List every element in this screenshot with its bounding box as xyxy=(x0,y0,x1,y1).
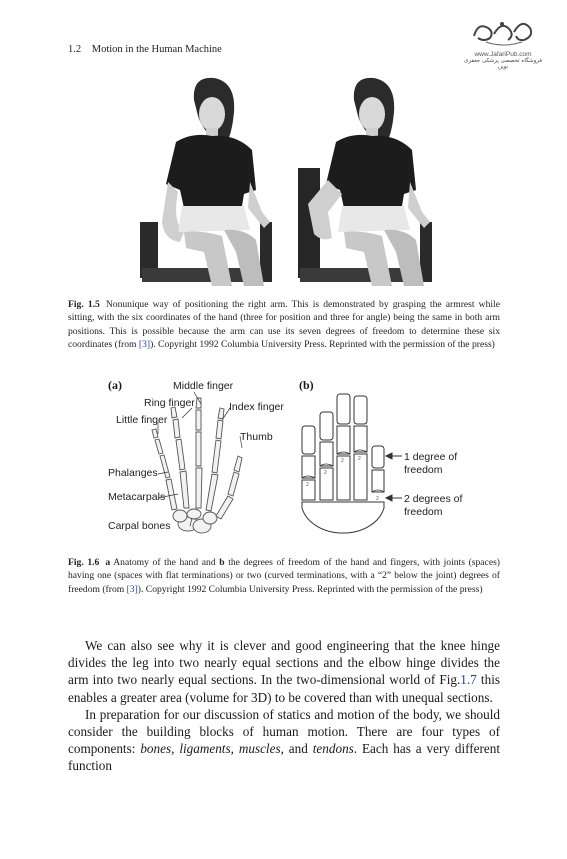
dof-joint-mark-ring: 2 xyxy=(324,470,327,476)
term-ligaments: ligaments xyxy=(179,741,231,757)
body-p2-text: In preparation for our discussion of statics and motion of the body, we should consider the building blocks of human motion. There are four types of components: xyxy=(68,706,500,757)
fig-1-5-caption-label: Fig. 1.5 xyxy=(68,299,100,310)
section-title: Motion in the Human Machine xyxy=(91,44,222,55)
body-text xyxy=(68,637,500,775)
body-p1-text: We can also see why it is clever and good engineering that the knee hinge divides the leg into two nearly equal sections and the elbow hinge divides the arm into two nearly equal sections. In the two-dimensional world of Fig. xyxy=(68,638,500,688)
label-little-finger: Little finger xyxy=(116,414,168,426)
dof-joint-mark-index: 2 xyxy=(358,456,361,462)
dof-joint-mark-little: 2 xyxy=(306,482,309,488)
body-p2-text-end: . Each has a very different function xyxy=(68,741,501,774)
hand-dof-diagram xyxy=(298,390,390,542)
body-paragraph-1 xyxy=(68,637,500,706)
term-tendons: tendons xyxy=(312,741,354,757)
fig-1-6-caption-a: a xyxy=(105,557,111,568)
running-head xyxy=(68,44,222,55)
section-number: 1.2 xyxy=(68,44,82,55)
dof-arrows xyxy=(384,448,404,508)
fig-1-5-photo-b xyxy=(292,72,442,288)
fig-1-6-caption-copyright: ). Copyright 1992 Columbia University Press. Reprinted with the permission of the press) xyxy=(137,583,483,595)
publisher-tagline: فروشگاه تخصصی پزشکی جعفری نوین xyxy=(464,58,542,70)
fig-1-5-caption xyxy=(68,298,500,351)
label-middle-finger: Middle finger xyxy=(173,380,234,392)
term-sep-1: , xyxy=(171,741,180,757)
fig-1-6-caption-text-1: Anatomy of the hand and xyxy=(110,557,220,568)
label-two-dof: 2 degrees of freedom xyxy=(404,493,463,518)
fig-1-6-caption-label: Fig. 1.6 xyxy=(68,557,100,568)
label-phalanges: Phalanges xyxy=(108,467,158,479)
fig-1-5-caption-ref[interactable]: [3] xyxy=(138,338,151,350)
label-ring-finger: Ring finger xyxy=(144,397,195,409)
label-metacarpals: Metacarpals xyxy=(108,491,166,503)
dof-joint-mark-thumb: 2 xyxy=(376,496,379,502)
label-index-finger: Index finger xyxy=(229,401,284,413)
fig-1-6-panel-a-label: (a) xyxy=(108,378,122,392)
term-bones: bones xyxy=(140,741,172,757)
label-thumb: Thumb xyxy=(240,431,273,443)
body-p1-text-end: this enables a greater area (volume for 3D) to be covered than with unequal sections. xyxy=(68,672,500,705)
term-sep-3: , and xyxy=(280,741,313,757)
publisher-site: www.JafariPub.com xyxy=(474,51,532,58)
fig-1-6-panel-b-label: (b) xyxy=(299,378,314,392)
term-sep-2: , xyxy=(230,741,239,757)
body-paragraph-2 xyxy=(68,706,500,775)
fig-1-6-caption xyxy=(68,556,500,596)
fig-1-5-photo-a xyxy=(132,72,282,288)
term-muscles: muscles xyxy=(238,741,281,757)
dof-joint-mark-middle: 2 xyxy=(341,458,344,464)
publisher-watermark xyxy=(460,14,546,70)
label-one-dof: 1 degree of freedom xyxy=(404,451,458,476)
fig-1-5-caption-copyright: ). Copyright 1992 Columbia University Press. Reprinted with the permission of the press) xyxy=(150,338,495,350)
fig-1-5-caption-text: Nonunique way of positioning the right arm. This is demonstrated by grasping the armrest while sitting, with the six coordinates of the hand (three for position and three for angle) being the same in both arm positions. This is possible because the arm can use its seven degrees of freedom to determine these six coordinates (from xyxy=(68,299,500,350)
publisher-logo-icon xyxy=(468,14,538,48)
fig-1-6-caption-ref[interactable]: [3] xyxy=(126,583,138,595)
fig-1-7-ref[interactable]: 1.7 xyxy=(460,672,477,688)
fig-1-6-caption-b: b xyxy=(219,557,225,568)
fig-1-6-caption-text-2: the degrees of freedom of the hand and fingers, with joints (spaces) having one (spaces with flat terminations) or two (curved terminations, with a “2” below the joint) degrees of freedom (from xyxy=(68,557,501,595)
label-carpal-bones: Carpal bones xyxy=(108,520,171,532)
